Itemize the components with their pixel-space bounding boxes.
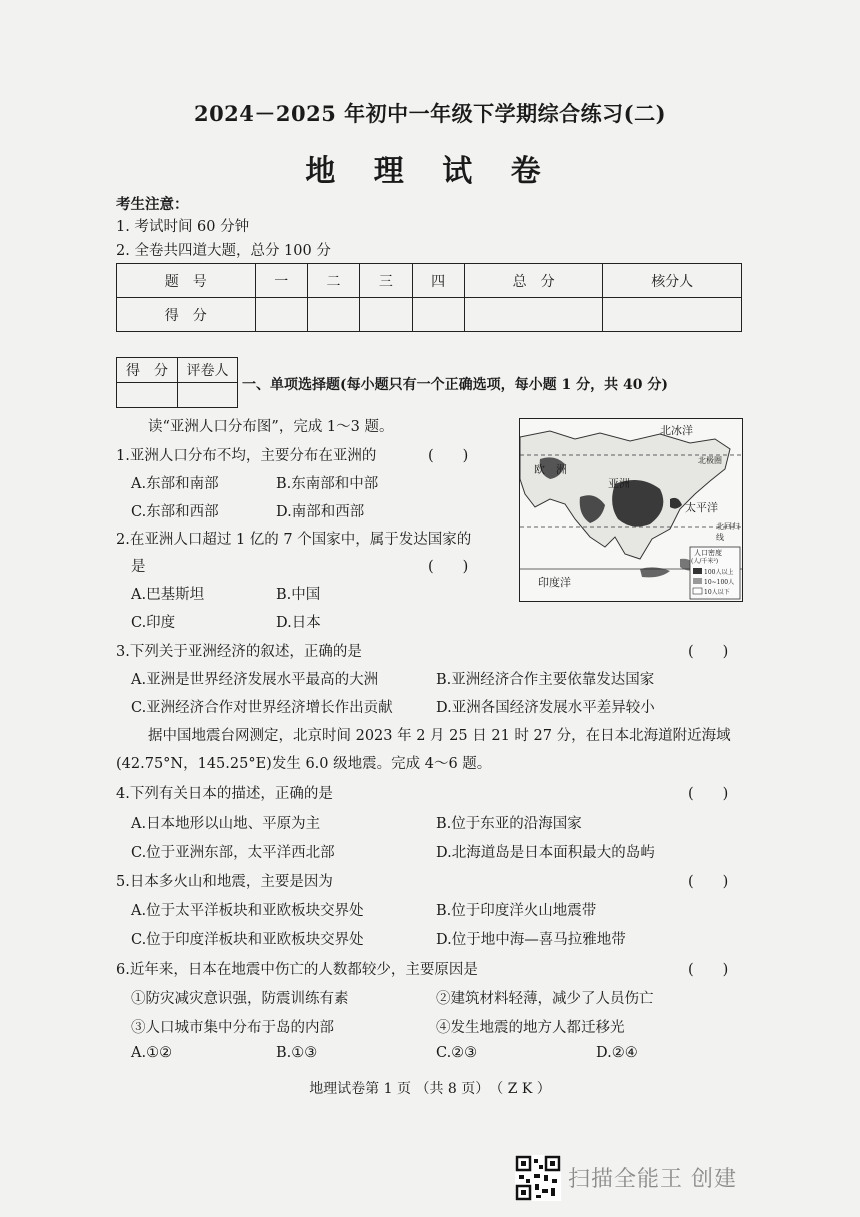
grader-entry[interactable] [178,383,238,408]
option[interactable]: D.南部和西部 [276,504,365,520]
statement: ①防灾减灾意识强，防震训练有素 [131,991,349,1007]
legend-unit: (人/千米²) [691,558,719,565]
passage-line: 据中国地震台网测定，北京时间 2023 年 2 月 25 日 21 时 27 分，在日本北海道附近海域 [148,728,731,744]
map-label-tropic: 北回归线 [716,522,740,542]
table-row [117,298,742,332]
table-cell: 二 [307,264,359,298]
exam-title: 2024－2025 年初中一年级下学期综合练习(二) [193,101,667,126]
section-heading: 一、单项选择题(每小题只有一个正确选项，每小题 1 分，共 40 分) [242,377,668,393]
statement: ③人口城市集中分布于岛的内部 [131,1020,334,1036]
qr-code-icon [515,1155,561,1201]
question-stem: 5.日本多火山和地震，主要是因为 [116,874,333,890]
option[interactable]: A.①② [131,1045,173,1061]
option[interactable]: D.位于地中海—喜马拉雅地带 [436,932,626,948]
option[interactable]: A.位于太平洋板块和亚欧板块交界处 [131,903,364,919]
option[interactable]: D.②④ [596,1045,638,1061]
table-cell: 总 分 [464,264,603,298]
grader-score-label: 得 分 [117,358,178,383]
score-entry[interactable] [412,298,464,332]
option[interactable]: B.中国 [276,587,321,603]
answer-blank[interactable]: ( ) [688,786,729,802]
table-cell: 三 [360,264,412,298]
option[interactable]: B.位于东亚的沿海国家 [436,816,582,832]
answer-blank[interactable]: ( ) [688,874,729,890]
answer-blank[interactable]: ( ) [428,448,469,464]
answer-blank[interactable]: ( ) [428,559,469,575]
table-cell: 核分人 [603,264,742,298]
option[interactable]: C.位于印度洋板块和亚欧板块交界处 [131,932,364,948]
question-stem: 2.在亚洲人口超过 1 亿的 7 个国家中，属于发达国家的 [116,532,472,548]
question-stem-cont: 是 [131,559,146,575]
question-stem: 4.下列有关日本的描述，正确的是 [116,786,333,802]
score-entry[interactable] [603,298,742,332]
score-entry[interactable] [360,298,412,332]
table-cell: 四 [412,264,464,298]
notice-item: 1. 考试时间 60 分钟 [116,219,250,235]
grader-box [116,357,238,408]
notice-heading: 考生注意： [116,196,189,213]
grader-score-entry[interactable] [117,383,178,408]
legend-mid: 10~100人 [704,579,735,586]
asia-population-map [519,418,743,602]
score-entry[interactable] [464,298,603,332]
map-label-indian: 印度洋 [538,576,571,589]
answer-blank[interactable]: ( ) [688,644,729,660]
option[interactable]: C.位于亚洲东部，太平洋西北部 [131,845,335,861]
option[interactable]: A.东部和南部 [131,476,219,492]
option[interactable]: B.①③ [276,1045,318,1061]
option[interactable]: C.印度 [131,615,176,631]
legend-high: 100人以上 [704,569,734,576]
question-stem: 6.近年来，日本在地震中伤亡的人数都较少，主要原因是 [116,962,478,978]
question-stem: 3.下列关于亚洲经济的叙述，正确的是 [116,644,362,660]
legend-title: 人口密度 [694,549,722,557]
page-footer: 地理试卷第 1 页 （共 8 页） （ Z K ） [309,1081,551,1097]
option[interactable]: C.东部和西部 [131,504,219,520]
table-cell: 一 [255,264,307,298]
map-label-arctic: 北冰洋 [660,424,693,437]
option[interactable]: B.东南部和中部 [276,476,379,492]
statement: ④发生地震的地方人都迁移光 [436,1020,625,1036]
exam-subtitle: 地 理 试 卷 [305,154,555,189]
option[interactable]: D.日本 [276,615,321,631]
legend-low: 10人以下 [704,589,730,596]
option[interactable]: B.亚洲经济合作主要依靠发达国家 [436,672,655,688]
grader-label: 评卷人 [178,358,238,383]
score-entry[interactable] [255,298,307,332]
option[interactable]: A.亚洲是世界经济发展水平最高的大洲 [131,672,379,688]
option[interactable]: A.巴基斯坦 [131,587,205,603]
option[interactable]: D.亚洲各国经济发展水平差异较小 [436,700,655,716]
answer-blank[interactable]: ( ) [688,962,729,978]
notice-item: 2. 全卷共四道大题，总分 100 分 [116,243,331,259]
table-cell: 题 号 [117,264,256,298]
passage-line: (42.75°N，145.25°E)发生 6.0 级地震。完成 4～6 题。 [116,756,492,772]
question-intro: 读“亚洲人口分布图”，完成 1～3 题。 [148,419,394,435]
scanner-watermark: 扫描全能王 创建 [568,1167,737,1192]
option[interactable]: D.北海道岛是日本面积最大的岛屿 [436,845,655,861]
map-label-europe: 欧 洲 [534,463,567,476]
question-stem: 1.亚洲人口分布不均，主要分布在亚洲的 [116,448,377,464]
score-entry[interactable] [307,298,359,332]
option[interactable]: C.②③ [436,1045,478,1061]
option[interactable]: A.日本地形以山地、平原为主 [131,816,321,832]
statement: ②建筑材料轻薄，减少了人员伤亡 [436,991,654,1007]
map-label-asia: 亚洲 [608,477,630,490]
map-label-pacific: 太平洋 [685,501,718,514]
table-cell: 得 分 [117,298,256,332]
option[interactable]: C.亚洲经济合作对世界经济增长作出贡献 [131,700,393,716]
option[interactable]: B.位于印度洋火山地震带 [436,903,597,919]
map-label-arctic-circle: 北极圈 [698,456,722,465]
score-table [116,263,742,332]
table-row [117,264,742,298]
